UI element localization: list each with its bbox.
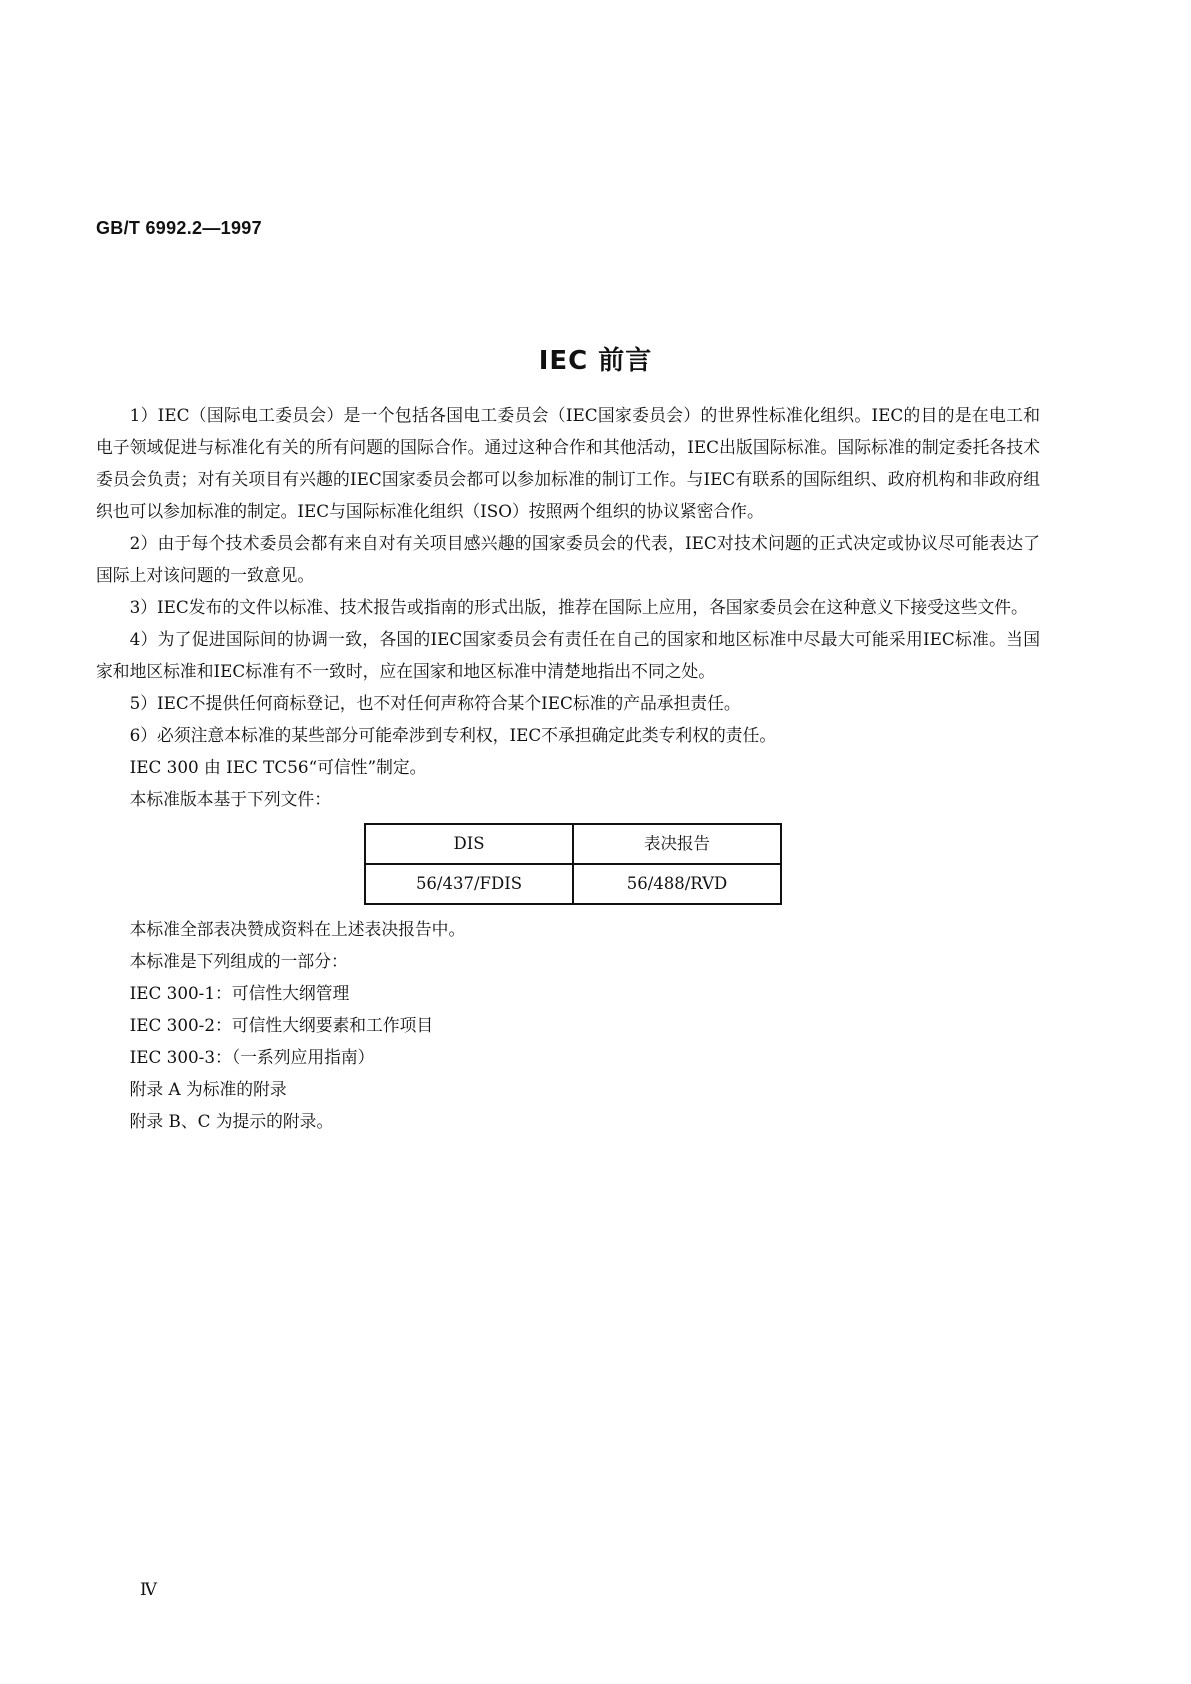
- paragraph-3: 3）IEC发布的文件以标准、技术报告或指南的形式出版，推荐在国际上应用，各国家委员会在这种意义下接受这些文件。: [129, 597, 1028, 617]
- annex-a-note: 附录 A 为标准的附录: [129, 1079, 287, 1099]
- standard-code: GB/T 6992.2—1997: [96, 218, 262, 238]
- tc56-note: IEC 300 由 IEC TC56“可信性”制定。: [129, 757, 427, 777]
- page-number: Ⅳ: [140, 1580, 157, 1600]
- paragraph-4: 4）为了促进国际间的协调一致，各国的IEC国家委员会有责任在自己的国家和地区标准中尽最大可能采用IEC标准。当国家和地区标准和IEC标准有不一致时，应在国家和地区标准中清楚地指出不同之处。: [96, 629, 1040, 681]
- table-header-dis: DIS: [365, 824, 573, 864]
- document-body: [96, 399, 1040, 1137]
- series-item-1: IEC 300-1：可信性大纲管理: [129, 983, 350, 1003]
- table-header-vote-report: 表决报告: [573, 824, 781, 864]
- page-title: IEC 前言: [538, 346, 653, 376]
- based-on-documents: 本标准版本基于下列文件：: [129, 789, 331, 809]
- series-item-3: IEC 300-3：（一系列应用指南）: [129, 1047, 375, 1067]
- paragraph-5: 5）IEC不提供任何商标登记，也不对任何声称符合某个IEC标准的产品承担责任。: [129, 693, 741, 713]
- paragraph-1: 1）IEC（国际电工委员会）是一个包括各国电工委员会（IEC国家委员会）的世界性标准化组织。IEC的目的是在电工和电子领域促进与标准化有关的所有问题的国际合作。通过这种合作和其他活动，IEC出版国际标准。国际标准的制定委托各技术委员会负责；对有关项目有兴趣的IEC国家委员会都可以参加标准的制订工作。与IEC有联系的国际组织、政府机构和非政府组织也可以参加标准的制定。IEC与国际标准化组织（ISO）按照两个组织的协议紧密合作。: [96, 405, 1040, 521]
- series-intro: 本标准是下列组成的一部分：: [129, 951, 348, 971]
- voting-info-note: 本标准全部表决赞成资料在上述表决报告中。: [129, 919, 466, 939]
- paragraph-2: 2）由于每个技术委员会都有来自对有关项目感兴趣的国家委员会的代表，IEC对技术问题的正式决定或协议尽可能表达了国际上对该问题的一致意见。: [96, 533, 1040, 585]
- table-cell-rvd: 56/488/RVD: [573, 864, 781, 904]
- table-row: [365, 864, 781, 904]
- voting-table: [364, 823, 782, 905]
- paragraph-6: 6）必须注意本标准的某些部分可能牵涉到专利权，IEC不承担确定此类专利权的责任。: [129, 725, 777, 745]
- table-header-row: [365, 824, 781, 864]
- series-item-2: IEC 300-2：可信性大纲要素和工作项目: [129, 1015, 434, 1035]
- annex-bc-note: 附录 B、C 为提示的附录。: [129, 1111, 334, 1131]
- table-cell-fdis: 56/437/FDIS: [365, 864, 573, 904]
